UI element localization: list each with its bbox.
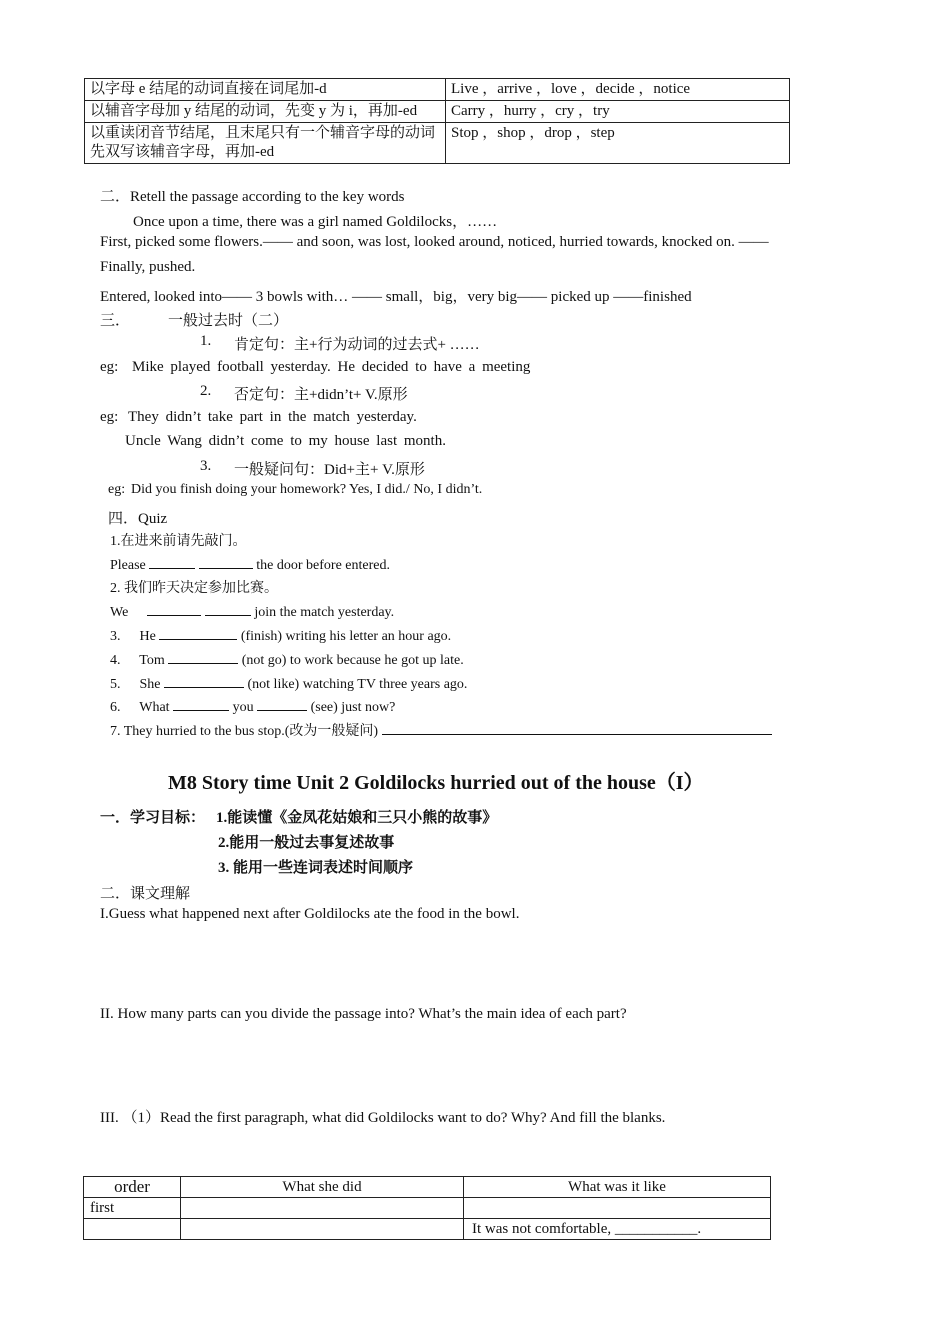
rule-number: 3. [200, 458, 212, 474]
answer-blank[interactable] [199, 554, 253, 569]
rule-text: 肯定句：主+行为动词的过去式+ …… [234, 337, 480, 353]
answer-blank[interactable] [159, 625, 237, 640]
quiz-number: 3. [110, 629, 121, 644]
answer-blank[interactable] [149, 554, 195, 569]
rule-text: 一般疑问句：Did+主+ V.原形 [234, 462, 425, 478]
table-row [84, 1219, 771, 1240]
quiz-number: 5. [110, 677, 121, 692]
answer-blank[interactable] [257, 696, 307, 711]
quiz-text: (not go) to work because he got up late. [241, 653, 464, 668]
column-header: order [84, 1177, 181, 1198]
section-heading: 二．课文理解 [100, 886, 191, 902]
quiz-number: 4. [110, 653, 121, 668]
question-text: I.Guess what happened next after Goldilocks ate the food in the bowl. [100, 906, 520, 922]
table-cell[interactable] [84, 1219, 181, 1240]
example-cell: Live ，arrive ，love ，decide ，notice [446, 79, 790, 101]
quiz-question [110, 673, 467, 693]
question-text: III. （1）Read the first paragraph, what did Goldilocks want to do? Why? And fill the blanks. [100, 1110, 666, 1126]
answer-blank[interactable] [205, 601, 251, 616]
table-cell[interactable] [181, 1219, 464, 1240]
quiz-question [110, 625, 451, 645]
example-cell: Stop ，shop ，drop ，step [446, 123, 790, 164]
quiz-text: Please [110, 558, 146, 573]
table-cell[interactable] [464, 1198, 771, 1219]
answer-blank[interactable] [164, 673, 244, 688]
section-heading: 一般过去时（二） [168, 313, 289, 329]
goal-item: 2.能用一般过去事复述故事 [218, 835, 395, 851]
table-row [84, 1198, 771, 1219]
quiz-text: join the match yesterday. [254, 605, 395, 620]
quiz-text: you [232, 700, 254, 715]
answer-blank[interactable] [168, 649, 238, 664]
example-text: Did you finish doing your homework? Yes, I did./ No, I didn’t. [131, 482, 483, 497]
table-header-row [84, 1177, 771, 1198]
table-row [85, 101, 790, 123]
rule-cell: 以辅音字母加 y 结尾的动词，先变 y 为 i，再加-ed [85, 101, 446, 123]
quiz-question [110, 649, 464, 669]
quiz-question-cn: 1.在进来前请先敲门。 [110, 534, 247, 549]
example-label: eg: [100, 409, 119, 425]
example-cell: Carry ，hurry ，cry ，try [446, 101, 790, 123]
question-text: II. How many parts can you divide the passage into? What’s the main idea of each part? [100, 1006, 627, 1022]
goals-label: 一．学习目标： [100, 810, 206, 826]
retell-line: Once upon a time, there was a girl named Goldilocks，…… [133, 214, 498, 230]
example-text: Uncle Wang didn’t come to my house last month. [125, 433, 446, 449]
example-label: eg: [108, 482, 126, 497]
quiz-text: (not like) watching TV three years ago. [247, 677, 468, 692]
answer-blank[interactable] [382, 720, 772, 735]
column-header: What was it like [464, 1177, 771, 1198]
example-text: Mike played football yesterday. He decided to have a meeting [132, 359, 531, 375]
section-heading-num: 三． [100, 313, 131, 329]
table-cell[interactable]: It was not comfortable, ___________. [464, 1219, 771, 1240]
table-row [85, 79, 790, 101]
quiz-text: Tom [139, 653, 165, 668]
rule-number: 1. [200, 333, 212, 349]
column-header: What she did [181, 1177, 464, 1198]
quiz-number: 6. [110, 700, 121, 715]
table-row [85, 123, 790, 164]
quiz-question-cn: 2. 我们昨天决定参加比赛。 [110, 581, 278, 596]
quiz-question [110, 696, 395, 716]
rule-text: 否定句：主+didn’t+ V.原形 [234, 387, 408, 403]
section-heading: 四．Quiz [108, 511, 168, 527]
retell-line: Finally, pushed. [100, 259, 196, 275]
goal-item: 1.能读懂《金凤花姑娘和三只小熊的故事》 [216, 810, 498, 826]
retell-line: Entered, looked into—— 3 bowls with… —— small，big，very big—— picked up ——finished [100, 289, 692, 305]
quiz-text: What [139, 700, 170, 715]
order-table [83, 1176, 771, 1240]
quiz-text: (finish) writing his letter an hour ago. [240, 629, 452, 644]
table-cell: first [84, 1198, 181, 1219]
rule-cell: 以字母 e 结尾的动词直接在词尾加-d [85, 79, 446, 101]
example-text: They didn’t take part in the match yesterday. [128, 409, 417, 425]
quiz-question [110, 601, 394, 621]
quiz-text: She [139, 677, 161, 692]
example-label: eg: [100, 359, 119, 375]
section-heading: 二．Retell the passage according to the key words [100, 189, 405, 205]
quiz-text: (see) just now? [310, 700, 396, 715]
retell-line: First, picked some flowers.—— and soon, was lost, looked around, noticed, hurried towards, knocked on. —— [100, 234, 769, 250]
table-cell[interactable] [181, 1198, 464, 1219]
quiz-question [110, 720, 772, 740]
verb-rules-table [84, 78, 790, 164]
quiz-text: He [139, 629, 156, 644]
rule-number: 2. [200, 383, 212, 399]
quiz-text: the door before entered. [256, 558, 390, 573]
page-title: M8 Story time Unit 2 Goldilocks hurried out of the house（I） [168, 772, 704, 794]
quiz-text: 7. They hurried to the bus stop.(改为一般疑问) [110, 724, 379, 739]
rule-cell: 以重读闭音节结尾，且末尾只有一个辅音字母的动词先双写该辅音字母，再加-ed [85, 123, 446, 164]
quiz-question [110, 554, 390, 574]
answer-blank[interactable] [173, 696, 229, 711]
quiz-text: We [110, 605, 129, 620]
goal-item: 3. 能用一些连词表述时间顺序 [218, 860, 414, 876]
answer-blank[interactable] [147, 601, 201, 616]
